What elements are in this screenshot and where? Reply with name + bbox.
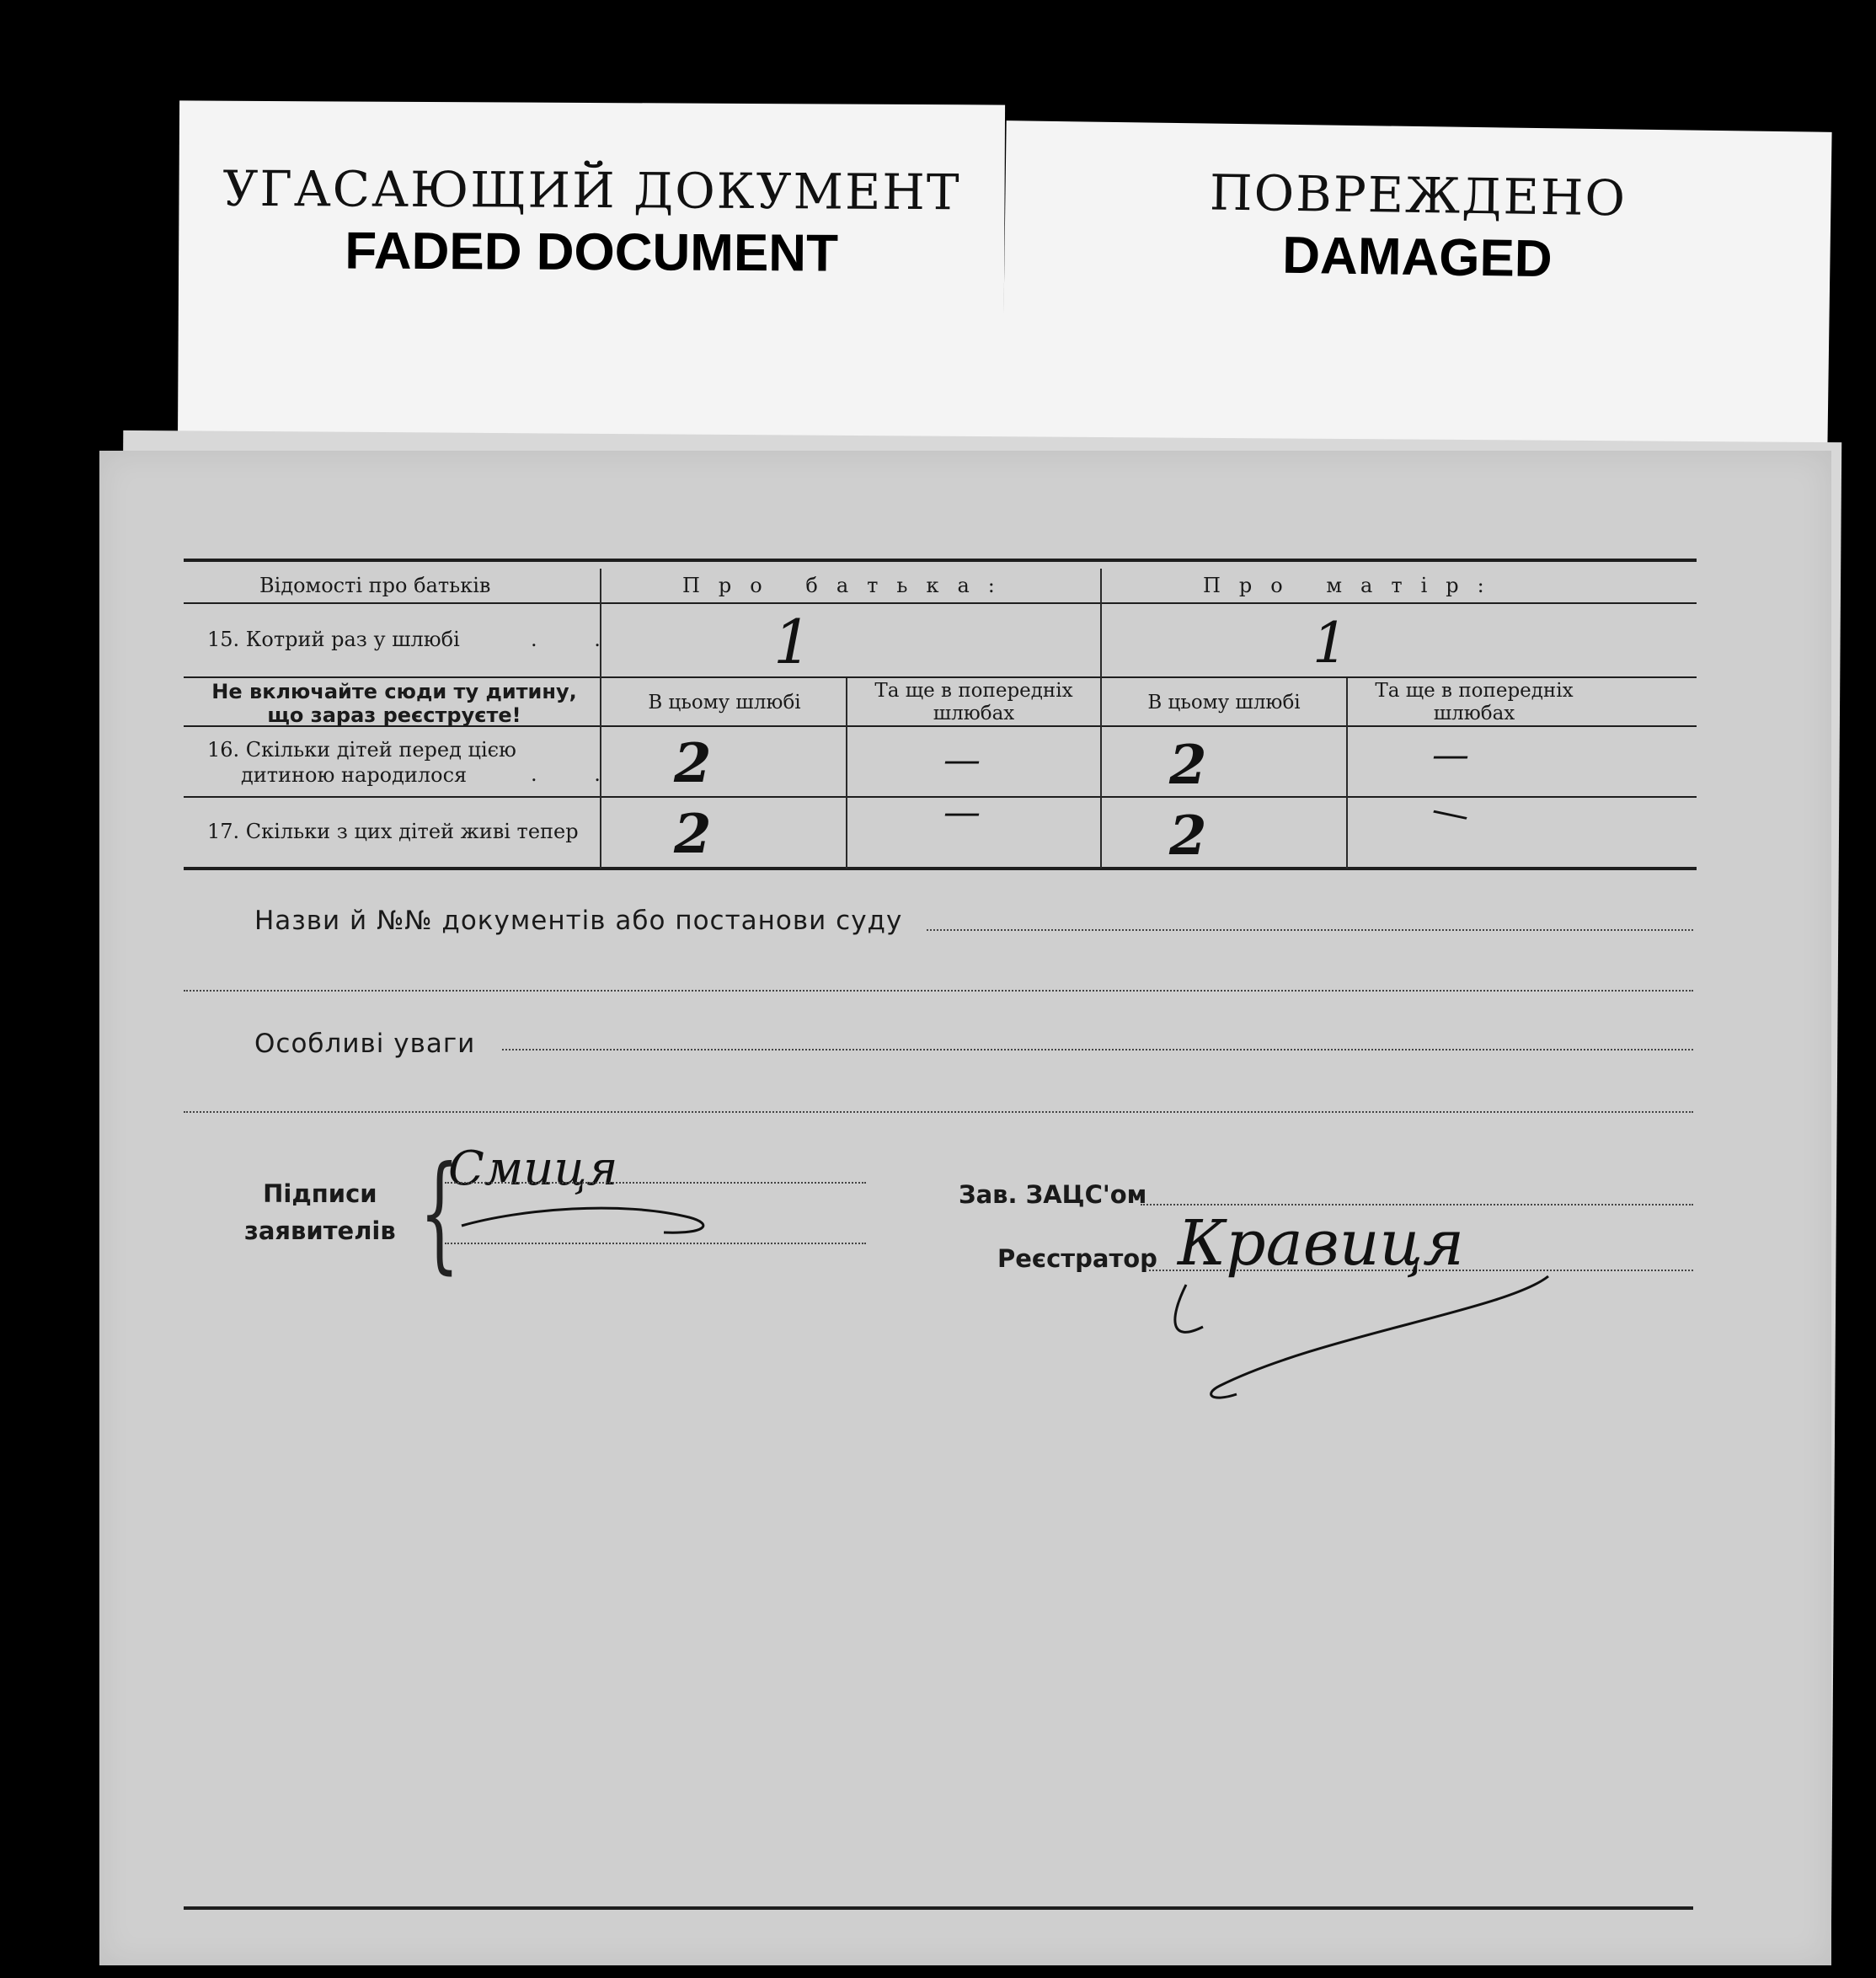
row16-label bbox=[207, 737, 516, 788]
faded-label-en: FADED DOCUMENT bbox=[345, 222, 839, 283]
father-col-previous-line2: шлюбах bbox=[933, 703, 1015, 724]
row15-bottom-rule bbox=[184, 676, 1697, 678]
head-signature-line bbox=[1141, 1204, 1693, 1206]
row16-father-this-value: 2 bbox=[674, 732, 712, 795]
sheet-bottom-rule bbox=[184, 1906, 1693, 1910]
applicants-brace: { bbox=[419, 1140, 460, 1286]
applicants-label-line1: Підписи bbox=[263, 1179, 377, 1208]
father-header: Про батька: bbox=[682, 574, 1013, 597]
damaged-label-en: DAMAGED bbox=[1281, 226, 1553, 289]
row17-mother-prev-value: — bbox=[1428, 787, 1473, 838]
row15-dots: . . bbox=[531, 628, 626, 651]
row16-label-line2: дитиною народилося bbox=[241, 763, 468, 787]
father-col-previous bbox=[847, 680, 1100, 725]
remarks-label: Особливі уваги bbox=[254, 1029, 476, 1059]
registration-form-sheet bbox=[99, 451, 1831, 1965]
mother-col-previous bbox=[1348, 680, 1601, 725]
mother-col-previous-line1: Та ще в попередніх bbox=[1375, 680, 1574, 702]
row17-label: 17. Скільки з цих дітей живі тепер bbox=[207, 820, 579, 843]
faded-document-card bbox=[178, 100, 1005, 458]
applicant-signature-line-2 bbox=[445, 1243, 866, 1244]
row17-father-prev-value: — bbox=[943, 791, 981, 834]
row16-mother-this-value: 2 bbox=[1169, 734, 1207, 797]
exclude-note-line2: що зараз реєструєте! bbox=[267, 703, 521, 727]
documents-line-1 bbox=[927, 929, 1693, 931]
damaged-label-ru: ПОВРЕЖДЕНО bbox=[1209, 163, 1627, 227]
registrar-signature-flourish bbox=[1152, 1259, 1590, 1411]
row16-dots: . . bbox=[531, 762, 626, 786]
remarks-line-1 bbox=[502, 1049, 1693, 1050]
row16-mother-prev-value: — bbox=[1432, 734, 1469, 777]
documents-line-2 bbox=[184, 990, 1693, 992]
head-label: Зав. ЗАЦС'ом bbox=[959, 1180, 1147, 1209]
row16-label-line1: 16. Скільки дітей перед цією bbox=[207, 738, 516, 762]
faded-label-ru: УГАСАЮЩИЙ ДОКУМЕНТ bbox=[222, 159, 961, 222]
documents-label: Назви й №№ документів або постанови суду bbox=[254, 906, 903, 936]
exclude-child-note bbox=[192, 680, 596, 727]
mother-header: Про матір: bbox=[1203, 574, 1503, 597]
row17-mother-this-value: 2 bbox=[1169, 805, 1207, 868]
table-top-rule bbox=[184, 559, 1697, 562]
applicant-signature: Смиця bbox=[448, 1141, 618, 1196]
applicant-signature-flourish bbox=[453, 1184, 723, 1251]
section-header: Відомості про батьків bbox=[259, 574, 491, 597]
col-divider-parents bbox=[1100, 569, 1102, 869]
row15-mother-value: 1 bbox=[1312, 611, 1348, 676]
row15-label: 15. Котрий раз у шлюбі bbox=[207, 628, 460, 651]
exclude-note-line1: Не включайте сюди ту дитину, bbox=[211, 680, 577, 703]
father-col-this-marriage: В цьому шлюбі bbox=[648, 692, 801, 714]
mother-col-previous-line2: шлюбах bbox=[1433, 703, 1515, 724]
table-bottom-rule bbox=[184, 867, 1697, 870]
row15-father-value: 1 bbox=[773, 607, 812, 677]
applicants-label bbox=[244, 1175, 396, 1249]
father-col-previous-line1: Та ще в попередніх bbox=[874, 680, 1073, 702]
row17-father-this-value: 2 bbox=[674, 803, 712, 866]
applicant-signature-line-1 bbox=[445, 1182, 866, 1184]
remarks-line-2 bbox=[184, 1111, 1693, 1113]
applicants-label-line2: заявителів bbox=[244, 1216, 396, 1245]
registrar-signature: Кравиця bbox=[1178, 1207, 1465, 1280]
table-header-rule bbox=[184, 602, 1697, 604]
mother-col-this-marriage: В цьому шлюбі bbox=[1147, 692, 1301, 714]
registrar-label: Реєстратор bbox=[997, 1244, 1157, 1273]
col-divider-label bbox=[600, 569, 601, 869]
row16-father-prev-value: — bbox=[943, 739, 981, 782]
damaged-document-card bbox=[1002, 120, 1831, 452]
